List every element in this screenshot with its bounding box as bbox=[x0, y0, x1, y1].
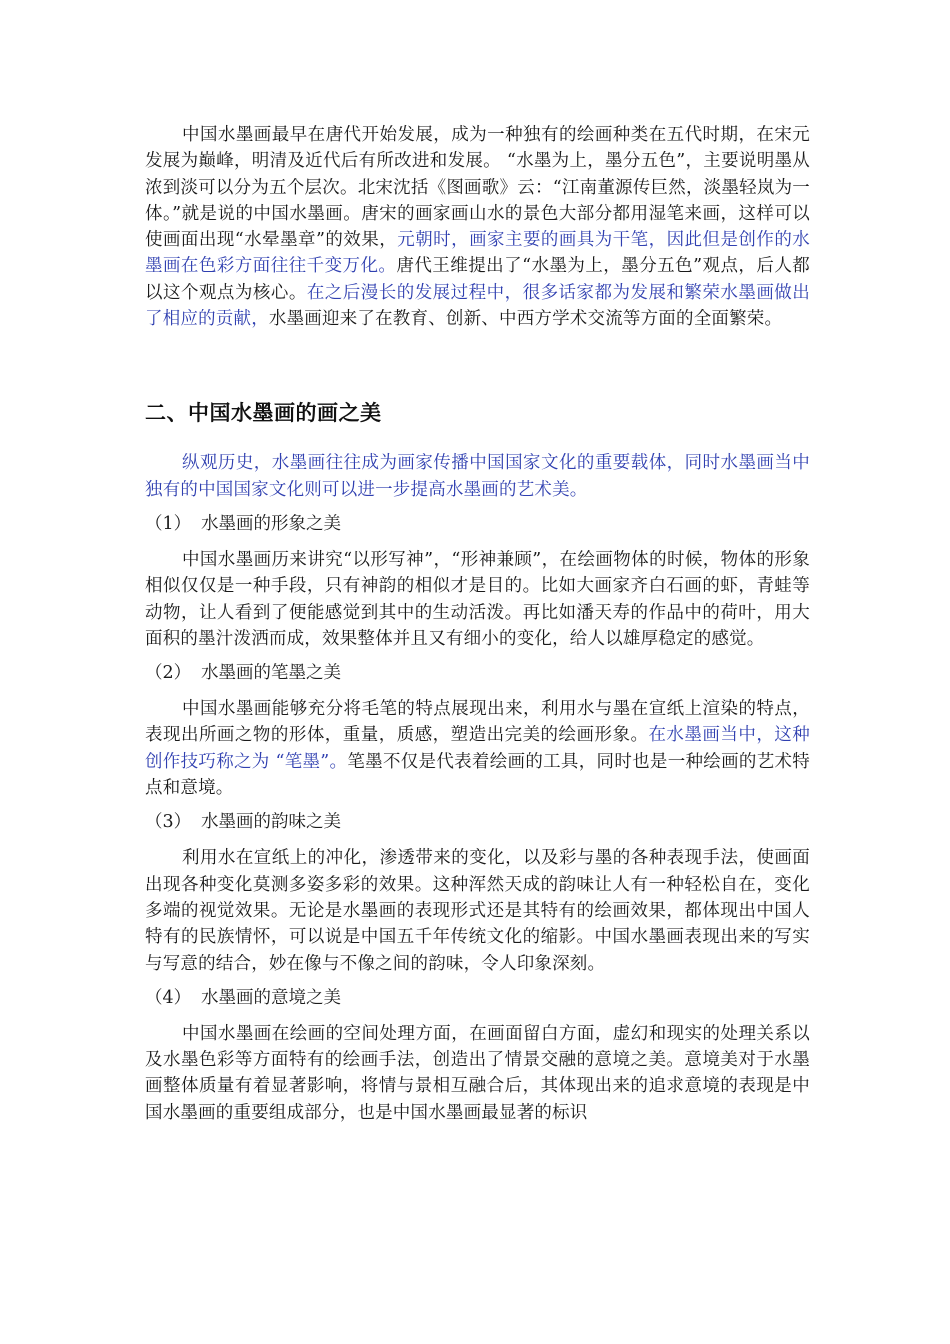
history-highlight-yuan: 元朝时，画家主要的画具为干笔，因此但是创作的水墨画在色彩方面往往千变万化。 bbox=[145, 230, 810, 277]
subheading-image-beauty bbox=[145, 511, 810, 537]
subheading-number: （3） bbox=[145, 812, 192, 833]
history-highlight-later: 在之后漫长的发展过程中，很多话家都为发展和繁荣水墨画做出了相应的贡献， bbox=[145, 282, 810, 330]
subheading-number: （4） bbox=[145, 987, 192, 1008]
history-text-a: 中国水墨画最早在唐代开始发展，成为一种独有的绘画种类在五代时期，在宋元发展为巅峰，明清及近代后有所改进和发展。 “水墨为上，墨分五色”，主要说明墨从浓到淡可以分为五个层次。北宋沈括《图画歌》云：“江南董源传巨然，淡墨轻岚为一体。”就是说的中国水墨画。唐宋的画家画山水的景色大部分都用湿笔来画，这样可以使画面出现“水晕墨章”的效果， bbox=[145, 125, 810, 251]
section-heading: 二、中国水墨画的画之美 bbox=[145, 401, 382, 426]
document-page bbox=[145, 122, 810, 1126]
subheading-title: 水墨画的笔墨之美 bbox=[201, 663, 341, 684]
brush-ink-paragraph bbox=[145, 696, 810, 801]
history-paragraph bbox=[145, 122, 810, 332]
image-beauty-paragraph: 中国水墨画历来讲究“以形写神”，“形神兼顾”，在绘画物体的时候，物体的形象相似仅仅是一种手段，只有神韵的相似才是目的。比如大画家齐白石画的虾，青蛙等动物，让人看到了便能感觉到其中的生动活泼。再比如潘天寿的作品中的荷叶，用大面积的墨汁泼洒而成，效果整体并且又有细小的变化，给人以雄厚稳定的感觉。 bbox=[145, 549, 810, 649]
subheading-charm-beauty bbox=[145, 809, 810, 835]
subheading-number: （2） bbox=[145, 663, 192, 684]
subheading-title: 水墨画的意境之美 bbox=[201, 987, 341, 1008]
brush-ink-text-a: 中国水墨画能够充分将毛笔的特点展现出来，利用水与墨在宣纸上渲染的特点，表现出所画之物的形体，重量，质感，塑造出完美的绘画形象。 bbox=[145, 699, 810, 746]
artistic-conception-paragraph: 中国水墨画在绘画的空间处理方面，在画面留白方面，虚幻和现实的处理关系以及水墨色彩等方面特有的绘画手法，创造出了情景交融的意境之美。意境美对于水墨画整体质量有着显著影响，将情与景相互融合后，其体现出来的追求意境的表现是中国水墨画的重要组成部分，也是中国水墨画最显著的标识 bbox=[145, 1023, 810, 1123]
brush-ink-text-c: 笔墨不仅是代表着绘画的工具，同时也是一种绘画的艺术特点和意境。 bbox=[145, 751, 810, 799]
subheading-brush-ink-beauty bbox=[145, 660, 810, 686]
subheading-number: （1） bbox=[145, 513, 192, 534]
subheading-title: 水墨画的形象之美 bbox=[201, 513, 341, 534]
history-text-c: 唐代王维提出了“水墨为上，墨分五色”观点，后人都以这个观点为核心。 bbox=[145, 256, 810, 303]
subheading-artistic-conception bbox=[145, 985, 810, 1011]
section-intro: 纵观历史，水墨画往往成为画家传播中国国家文化的重要载体，同时水墨画当中独有的中国国家文化则可以进一步提高水墨画的艺术美。 bbox=[145, 453, 810, 500]
brush-ink-highlight: 在水墨画当中，这种创作技巧称之为 “笔墨”。 bbox=[145, 725, 810, 772]
subheading-title: 水墨画的韵味之美 bbox=[201, 812, 341, 833]
charm-beauty-paragraph: 利用水在宣纸上的冲化，渗透带来的变化，以及彩与墨的各种表现手法，使画面出现各种变化莫测多姿多彩的效果。这种浑然天成的韵味让人有一种轻松自在，变化多端的视觉效果。无论是水墨画的表现形式还是其特有的绘画效果，都体现出中国人特有的民族情怀，可以说是中国五千年传统文化的缩影。中国水墨画表现出来的写实与写意的结合，妙在像与不像之间的韵味，令人印象深刻。 bbox=[145, 848, 810, 974]
history-text-e: 水墨画迎来了在教育、创新、中西方学术交流等方面的全面繁荣。 bbox=[268, 309, 783, 330]
